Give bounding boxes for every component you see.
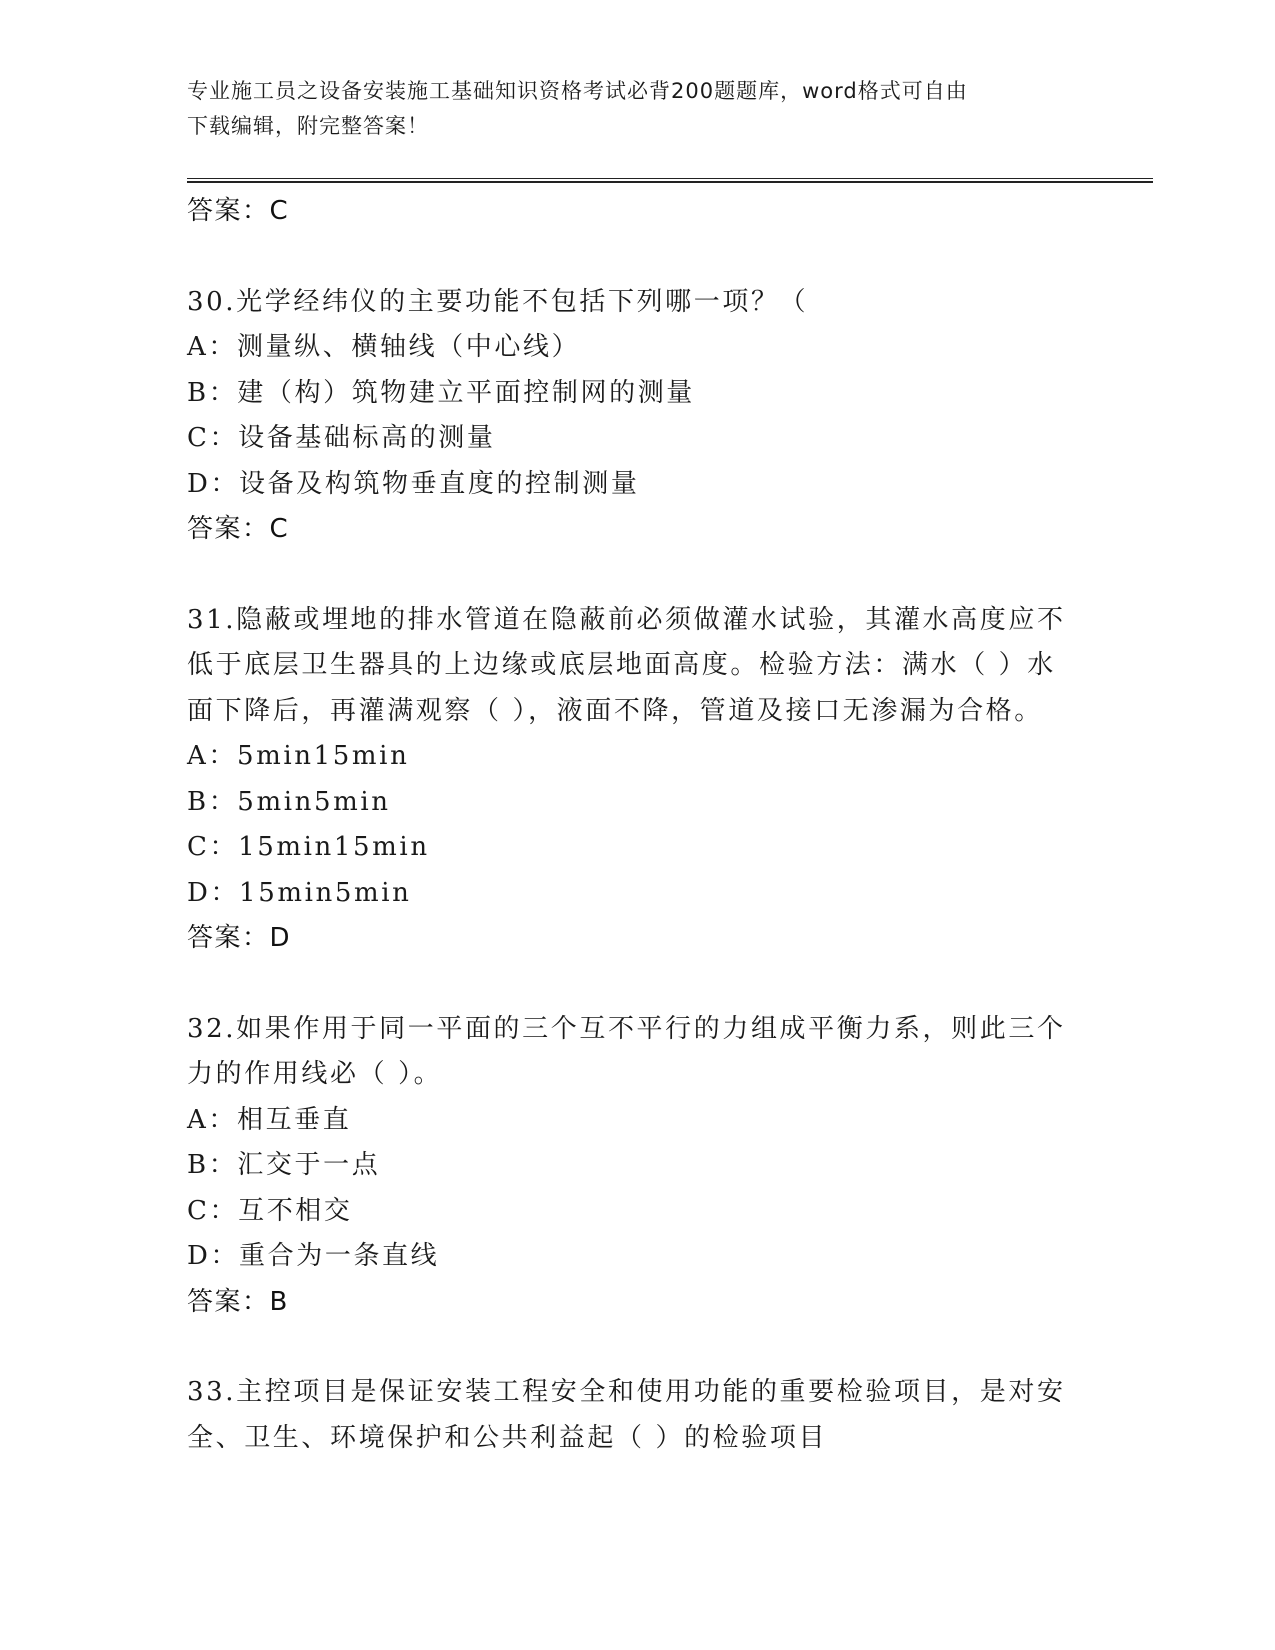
question-stem-line-3: 面下降后，再灌满观察（ ），液面不降，管道及接口无渗漏为合格。: [187, 695, 1043, 726]
header-divider-thin: [187, 178, 1153, 179]
question-stem: 30.光学经纬仪的主要功能不包括下列哪一项？（: [187, 286, 809, 317]
question-stem-line-1: 32.如果作用于同一平面的三个互不平行的力组成平衡力系，则此三个: [187, 1013, 1066, 1044]
question-stem-line-2: 力的作用线必（ ）。: [187, 1059, 443, 1089]
spacer: [187, 235, 1087, 280]
option-d: D：设备及构筑物垂直度的控制测量: [187, 468, 640, 499]
question-31: [187, 598, 1087, 962]
header-divider-thick: [187, 181, 1153, 183]
question-30: [187, 280, 1087, 553]
question-stem-line-1: 33.主控项目是保证安装工程安全和使用功能的重要检验项目，是对安: [187, 1377, 1066, 1407]
option-b: B：建（构）筑物建立平面控制网的测量: [187, 377, 695, 408]
spacer: [187, 553, 1087, 598]
option-a: A：5min15min: [187, 741, 410, 771]
answer-line: 答案：C: [187, 514, 290, 544]
option-d: D：重合为一条直线: [187, 1241, 440, 1271]
spacer: [187, 1325, 1087, 1370]
header-title-line-1: 专业施工员之设备安装施工基础知识资格考试必背200题题库，word格式可自由: [187, 79, 968, 103]
spacer: [187, 962, 1087, 1007]
question-33: [187, 1370, 1087, 1461]
option-c: C：互不相交: [187, 1195, 353, 1226]
option-c: C：15min15min: [187, 832, 430, 862]
question-stem-line-2: 全、卫生、环境保护和公共利益起（ ）的检验项目: [187, 1422, 828, 1453]
page-header: [187, 74, 1067, 144]
option-c: C：设备基础标高的测量: [187, 423, 496, 453]
answer-line: 答案：C: [187, 196, 290, 226]
option-d: D：15min5min: [187, 877, 412, 908]
question-stem-line-2: 低于底层卫生器具的上边缘或底层地面高度。检验方法：满水（ ）水: [187, 650, 1056, 680]
answer-line: 答案：D: [187, 923, 292, 953]
question-stem-line-1: 31.隐蔽或埋地的排水管道在隐蔽前必须做灌水试验，其灌水高度应不: [187, 604, 1066, 635]
option-a: A：相互垂直: [187, 1104, 352, 1135]
header-title-line-2: 下载编辑，附完整答案！: [187, 114, 429, 138]
option-b: B：5min5min: [187, 786, 391, 817]
option-a: A：测量纵、横轴线（中心线）: [187, 332, 581, 362]
option-b: B：汇交于一点: [187, 1150, 381, 1180]
question-32: [187, 1007, 1087, 1326]
answer-line: 答案：B: [187, 1286, 289, 1317]
question-list: [187, 189, 1087, 1461]
